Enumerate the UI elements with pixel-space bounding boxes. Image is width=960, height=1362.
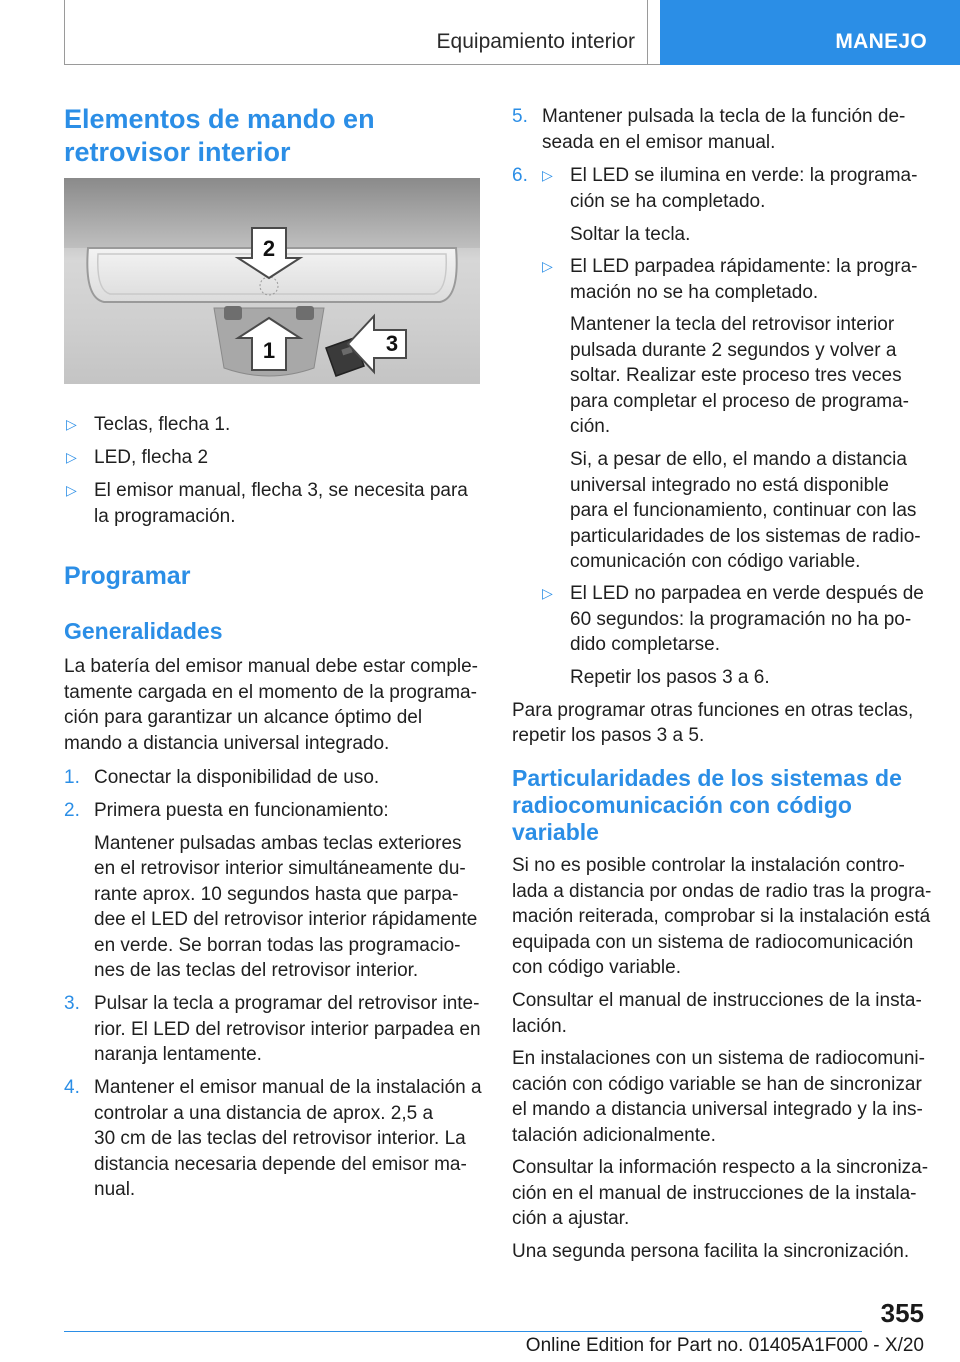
sub1-marker: ▷ — [542, 258, 553, 274]
step-5-line-1: Mantener pulsada la tecla de la función de‐ — [542, 106, 906, 127]
gen-line-1: La batería del emisor manual debe estar comple‐ — [64, 656, 479, 677]
part-p5: Una segunda persona facilita la sincronización. — [512, 1241, 910, 1262]
header-tab[interactable] — [660, 0, 960, 65]
sub1-p2-line-2: universal integrado no está disponible — [570, 475, 889, 496]
sub1-p1-line-2: pulsada durante 2 segundos y volver a — [570, 340, 897, 361]
sub1-p1-line-1: Mantener la tecla del retrovisor interior — [570, 314, 895, 335]
step-6-line-1: El LED se ilumina en verde: la programa‐ — [570, 165, 918, 186]
part-p4-line-2: ción en el manual de instrucciones de la instala‐ — [512, 1183, 917, 1204]
callout-3-label: 3 — [385, 331, 399, 356]
sub2-marker: ▷ — [542, 585, 553, 601]
left-title-line1: Elementos de mando en — [64, 104, 375, 134]
part-p1-line-5: con código variable. — [512, 957, 681, 978]
header-tab-label: MANEJO — [835, 30, 927, 53]
left-title-line2: retrovisor interior — [64, 137, 291, 167]
callout-2-label: 2 — [262, 236, 276, 261]
part-p4-line-3: ción a ajustar. — [512, 1208, 630, 1229]
sub1-line-1: El LED parpadea rápidamente: la progra‐ — [570, 256, 918, 277]
step-2-number: 2. — [64, 800, 80, 821]
gen-line-3: ción para garantizar un alcance óptimo del — [64, 707, 423, 728]
bullet-3-text: El emisor manual, flecha 3, se necesita para — [94, 480, 468, 501]
part-p1-line-3: mación reiterada, comprobar si la instalación está — [512, 906, 931, 927]
step-2-detail-1: Mantener pulsadas ambas teclas exteriores — [94, 833, 462, 854]
sub1-p2-line-3: para el funcionamiento, continuar con las — [570, 500, 917, 521]
step-5-line-2: seada en el emisor manual. — [542, 132, 776, 153]
header-section-title: Equipamiento interior — [436, 30, 635, 53]
step-6-line-2: ción se ha completado. — [570, 191, 766, 212]
step-2-detail-3: rante aprox. 10 segundos hasta que parpa‐ — [94, 884, 459, 905]
part-p3-line-3: el mando a distancia universal integrado y la ins‐ — [512, 1099, 923, 1120]
step-1-text: Conectar la disponibilidad de uso. — [94, 767, 380, 788]
step-4-number: 4. — [64, 1077, 80, 1098]
step-3-number: 3. — [64, 993, 80, 1014]
header-section-box — [64, 0, 648, 65]
sub1-p2-line-4: particularidades de los sistemas de radio‐ — [570, 526, 921, 547]
sub2-line-2: 60 segundos: la programación no ha po‐ — [570, 609, 912, 630]
step-2-detail-4: dee el LED del retrovisor interior rápidamente — [94, 909, 478, 930]
part-p3-line-2: cación con código variable se han de sincronizar — [512, 1074, 922, 1095]
step-4-line-3: 30 cm de las teclas del retrovisor interior. La — [94, 1128, 466, 1149]
heading-particularidades-1: Particularidades de los sistemas de — [512, 765, 902, 791]
mirror-illustration — [64, 178, 480, 384]
callout-1-label: 1 — [262, 338, 276, 363]
step-3-line-1: Pulsar la tecla a programar del retrovisor inte‐ — [94, 993, 480, 1014]
part-p1-line-2: lada a distancia por ondas de radio tras la progra‐ — [512, 881, 932, 902]
bullet-2-text: LED, flecha 2 — [94, 447, 209, 468]
sub1-p2-line-5: comunicación con código variable. — [570, 551, 861, 572]
part-p3-line-1: En instalaciones con un sistema de radiocomuni‐ — [512, 1048, 925, 1069]
step-2-detail-2: en el retrovisor interior simultáneamente du‐ — [94, 858, 466, 879]
sub1-p1-line-4: para completar el proceso de programa‐ — [570, 391, 910, 412]
sub1-line-2: mación no se ha completado. — [570, 282, 819, 303]
part-p4-line-1: Consultar la información respecto a la sincroniza‐ — [512, 1157, 929, 1178]
footer-edition: Online Edition for Part no. 01405A1F000 - X/20 — [525, 1335, 924, 1356]
gen-line-4: mando a distancia universal integrado. — [64, 733, 390, 754]
step-3-line-3: naranja lentamente. — [94, 1044, 262, 1065]
step-3-line-2: rior. El LED del retrovisor interior parpadea en — [94, 1019, 481, 1040]
step-2-detail-6: nes de las teclas del retrovisor interior. — [94, 960, 419, 981]
sub2-line-3: dido completarse. — [570, 634, 720, 655]
bullet-3-marker: ▷ — [66, 482, 77, 498]
step-2-detail-5: en verde. Se borran todas las programacio‐ — [94, 935, 461, 956]
otras-line-1: Para programar otras funciones en otras teclas, — [512, 700, 914, 721]
step-6-marker: ▷ — [542, 167, 553, 183]
step-4-line-1: Mantener el emisor manual de la instalación a — [94, 1077, 482, 1098]
part-p3-line-4: talación adicionalmente. — [512, 1125, 716, 1146]
repetir-text: Repetir los pasos 3 a 6. — [570, 667, 770, 688]
part-p1-line-1: Si no es posible controlar la instalación contro‐ — [512, 855, 905, 876]
step-5-number: 5. — [512, 106, 528, 127]
heading-programar: Programar — [64, 562, 191, 590]
bullet-3-text-cont: la programación. — [94, 506, 236, 527]
sub2-line-1: El LED no parpadea en verde después de — [570, 583, 924, 604]
step-4-line-5: nual. — [94, 1179, 136, 1200]
heading-generalidades: Generalidades — [64, 618, 223, 644]
sub1-p1-line-3: soltar. Realizar este proceso tres veces — [570, 365, 902, 386]
part-p2-line-2: lación. — [512, 1016, 567, 1037]
sub1-p2-line-1: Si, a pesar de ello, el mando a distancia — [570, 449, 907, 470]
step-4-line-4: distancia necesaria depende del emisor ma‐ — [94, 1154, 467, 1175]
heading-particularidades-2: radiocomunicación con código — [512, 792, 852, 818]
gen-line-2: tamente cargada en el momento de la programa‐ — [64, 682, 477, 703]
bullet-1-text: Teclas, flecha 1. — [94, 414, 231, 435]
heading-particularidades-3: variable — [512, 819, 599, 845]
step-4-line-2: controlar a una distancia de aprox. 2,5 a — [94, 1103, 434, 1124]
otras-line-2: repetir los pasos 3 a 5. — [512, 725, 705, 746]
part-p1-line-4: equipada con un sistema de radiocomunicación — [512, 932, 914, 953]
step-2-text: Primera puesta en funcionamiento: — [94, 800, 389, 821]
part-p2-line-1: Consultar el manual de instrucciones de la insta‐ — [512, 990, 922, 1011]
footer-divider — [64, 1331, 862, 1332]
step-6-number: 6. — [512, 165, 528, 186]
bullet-2-marker: ▷ — [66, 449, 77, 465]
soltar-text: Soltar la tecla. — [570, 224, 691, 245]
mirror-figure — [64, 178, 480, 384]
bullet-1-marker: ▷ — [66, 416, 77, 432]
sub1-p1-line-5: ción. — [570, 416, 611, 437]
page-number: 355 — [880, 1298, 924, 1328]
step-1-number: 1. — [64, 767, 80, 788]
